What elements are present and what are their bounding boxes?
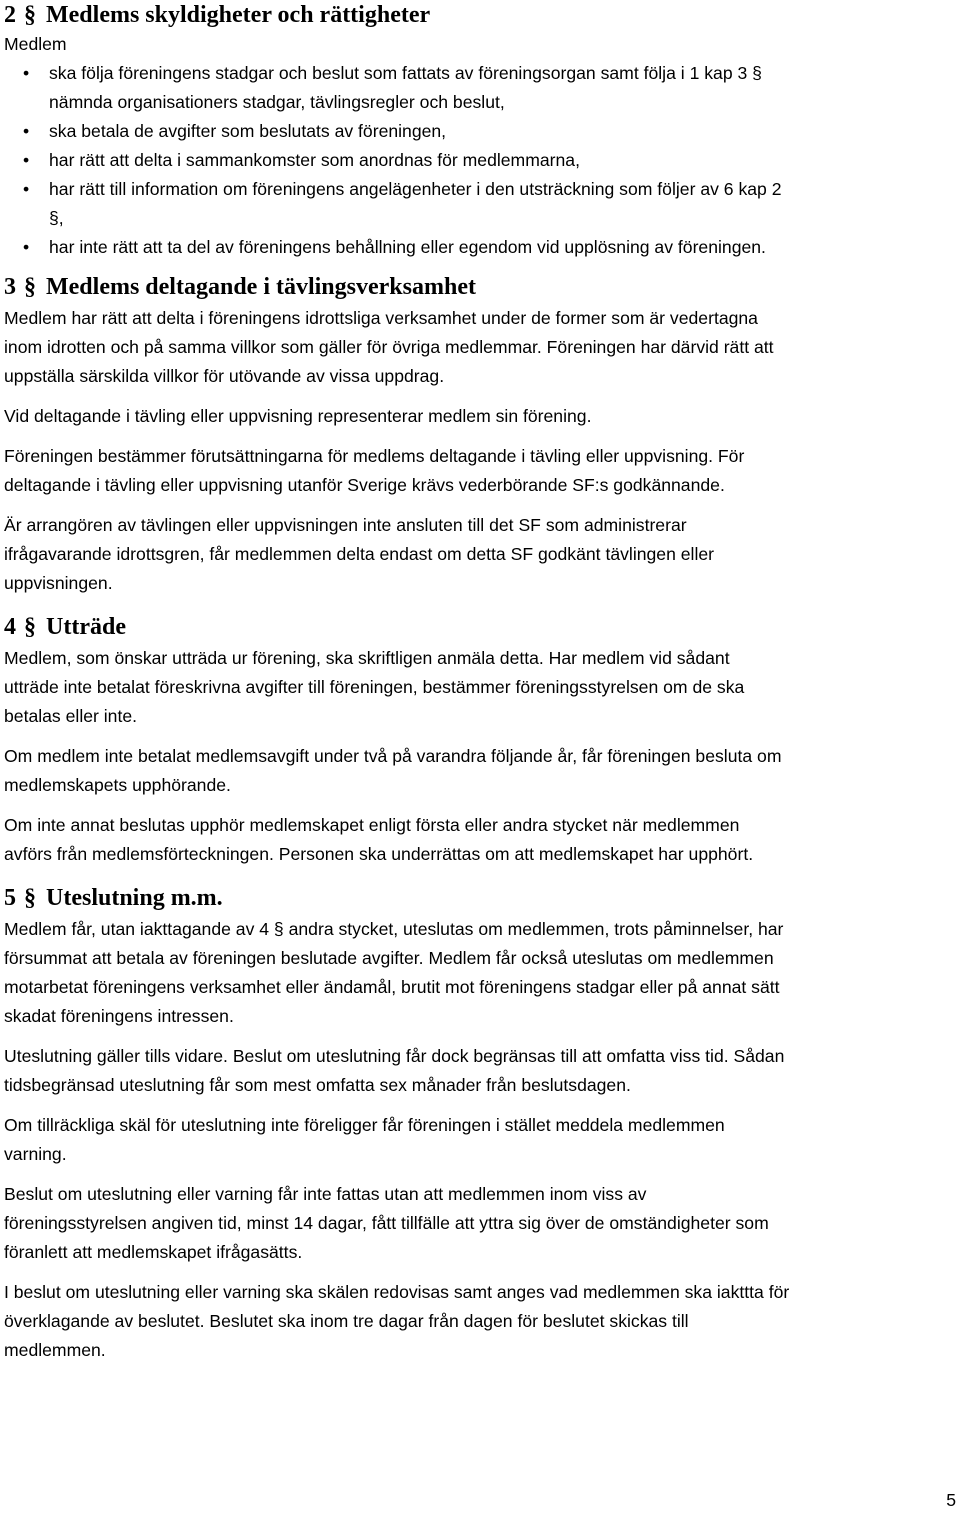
section-title: Utträde: [46, 614, 126, 640]
text-line: överklagande av beslutet. Beslutet ska inom tre dagar från dagen för beslutet skickas till: [4, 1311, 689, 1331]
text-line: uppvisningen.: [4, 573, 113, 593]
section-5-paragraph-5: [4, 1278, 956, 1365]
text-line: I beslut om uteslutning eller varning ska skälen redovisas samt anges vad medlemmen ska iakttta för: [4, 1282, 790, 1302]
section-title: Medlems deltagande i tävlingsverksamhet: [46, 274, 476, 300]
list-item: • ska följa föreningens stadgar och beslut som fattats av föreningsorgan samt följa i 1 kap 3 §: [4, 59, 956, 88]
text-line: uppställa särskilda villkor för utövande av vissa uppdrag.: [4, 366, 445, 386]
section-2-list: [4, 59, 956, 262]
section-2-intro: Medlem: [4, 34, 67, 54]
text-line: föreningsstyrelsen angiven tid, minst 14 dagar, fått tillfälle att yttra sig över de omständigheter som: [4, 1213, 769, 1233]
section-4-paragraph-2: [4, 742, 956, 800]
section-3-paragraph-3: [4, 442, 956, 500]
text-line: medlemmen.: [4, 1340, 106, 1360]
section-3-heading: [4, 272, 956, 302]
list-item: • ska betala de avgifter som beslutats av föreningen,: [4, 117, 956, 146]
section-number: 4: [4, 614, 16, 640]
text-line: föranlett att medlemskapet ifrågasätts.: [4, 1242, 303, 1262]
section-number: 2: [4, 2, 16, 28]
list-item-continuation: §,: [49, 208, 64, 228]
text-line: varning.: [4, 1144, 67, 1164]
list-item: • har rätt att delta i sammankomster som anordnas för medlemmarna,: [4, 146, 956, 175]
section-2-heading: [4, 0, 956, 30]
text-line: tidsbegränsad uteslutning får som mest omfatta sex månader från beslutsdagen.: [4, 1075, 631, 1095]
section-3-paragraph-1: [4, 304, 956, 391]
section-sign: §: [24, 885, 36, 911]
text-line: medlemskapets upphörande.: [4, 775, 231, 795]
list-item-continuation: nämnda organisationers stadgar, tävlingsregler och beslut,: [49, 92, 505, 112]
text-line: utträde inte betalat föreskrivna avgifter till föreningen, bestämmer föreningsstyrelsen om de ska: [4, 677, 745, 697]
section-5-heading: [4, 883, 956, 913]
text-line: Om medlem inte betalat medlemsavgift under två på varandra följande år, får föreningen besluta om: [4, 746, 782, 766]
page-number: 5: [946, 1490, 956, 1510]
text-line: Är arrangören av tävlingen eller uppvisningen inte ansluten till det SF som administrerar: [4, 515, 687, 535]
text-line: avförs från medlemsförteckningen. Personen ska underrättas om att medlemskapet har upphört.: [4, 844, 754, 864]
text-line: motarbetat föreningens verksamhet eller ändamål, brutit mot föreningens stadgar eller på annat sätt: [4, 977, 780, 997]
text-line: betalas eller inte.: [4, 706, 138, 726]
text-line: Uteslutning gäller tills vidare. Beslut om uteslutning får dock begränsas till att omfatta viss tid. Sådan: [4, 1046, 785, 1066]
section-4-paragraph-3: [4, 811, 956, 869]
section-sign: §: [24, 614, 36, 640]
section-3-paragraph-4: [4, 511, 956, 598]
text-line: försummat att betala av föreningen beslutade avgifter. Medlem får också uteslutas om medlemmen: [4, 948, 774, 968]
text-line: Vid deltagande i tävling eller uppvisning representerar medlem sin förening.: [4, 406, 592, 426]
section-4-heading: [4, 612, 956, 642]
section-3-paragraph-2: [4, 402, 956, 431]
text-line: Om inte annat beslutas upphör medlemskapet enligt första eller andra stycket när medlemmen: [4, 815, 740, 835]
section-5-paragraph-2: [4, 1042, 956, 1100]
text-line: Medlem får, utan iakttagande av 4 § andra stycket, uteslutas om medlemmen, trots påminnelser, har: [4, 919, 784, 939]
text-line: Beslut om uteslutning eller varning får inte fattas utan att medlemmen inom viss av: [4, 1184, 647, 1204]
section-sign: §: [24, 2, 36, 28]
section-sign: §: [24, 274, 36, 300]
text-line: ifrågavarande idrottsgren, får medlemmen delta endast om detta SF godkänt tävlingen eller: [4, 544, 715, 564]
text-line: Föreningen bestämmer förutsättningarna för medlems deltagande i tävling eller uppvisning. För: [4, 446, 745, 466]
text-line: deltagande i tävling eller uppvisning utanför Sverige krävs vederbörande SF:s godkännande.: [4, 475, 725, 495]
section-5-paragraph-1: [4, 915, 956, 1031]
text-line: Medlem, som önskar utträda ur förening, ska skriftligen anmäla detta. Har medlem vid sådant: [4, 648, 730, 668]
section-number: 3: [4, 274, 16, 300]
section-number: 5: [4, 885, 16, 911]
section-5-paragraph-4: [4, 1180, 956, 1267]
section-title: Medlems skyldigheter och rättigheter: [46, 2, 431, 28]
section-title: Uteslutning m.m.: [46, 885, 223, 911]
text-line: Medlem har rätt att delta i föreningens idrottsliga verksamhet under de former som är vedertagna: [4, 308, 758, 328]
text-line: skadat föreningens intressen.: [4, 1006, 234, 1026]
list-item: • har inte rätt att ta del av föreningens behållning eller egendom vid upplösning av föreningen.: [4, 233, 956, 262]
text-line: Om tillräckliga skäl för uteslutning inte föreligger får föreningen i stället meddela medlemmen: [4, 1115, 725, 1135]
section-5-paragraph-3: [4, 1111, 956, 1169]
text-line: inom idrotten och på samma villkor som gäller för övriga medlemmar. Föreningen har därvid rätt att: [4, 337, 774, 357]
section-4-paragraph-1: [4, 644, 956, 731]
list-item: • har rätt till information om föreningens angelägenheter i den utsträckning som följer av 6 kap 2: [4, 175, 956, 204]
